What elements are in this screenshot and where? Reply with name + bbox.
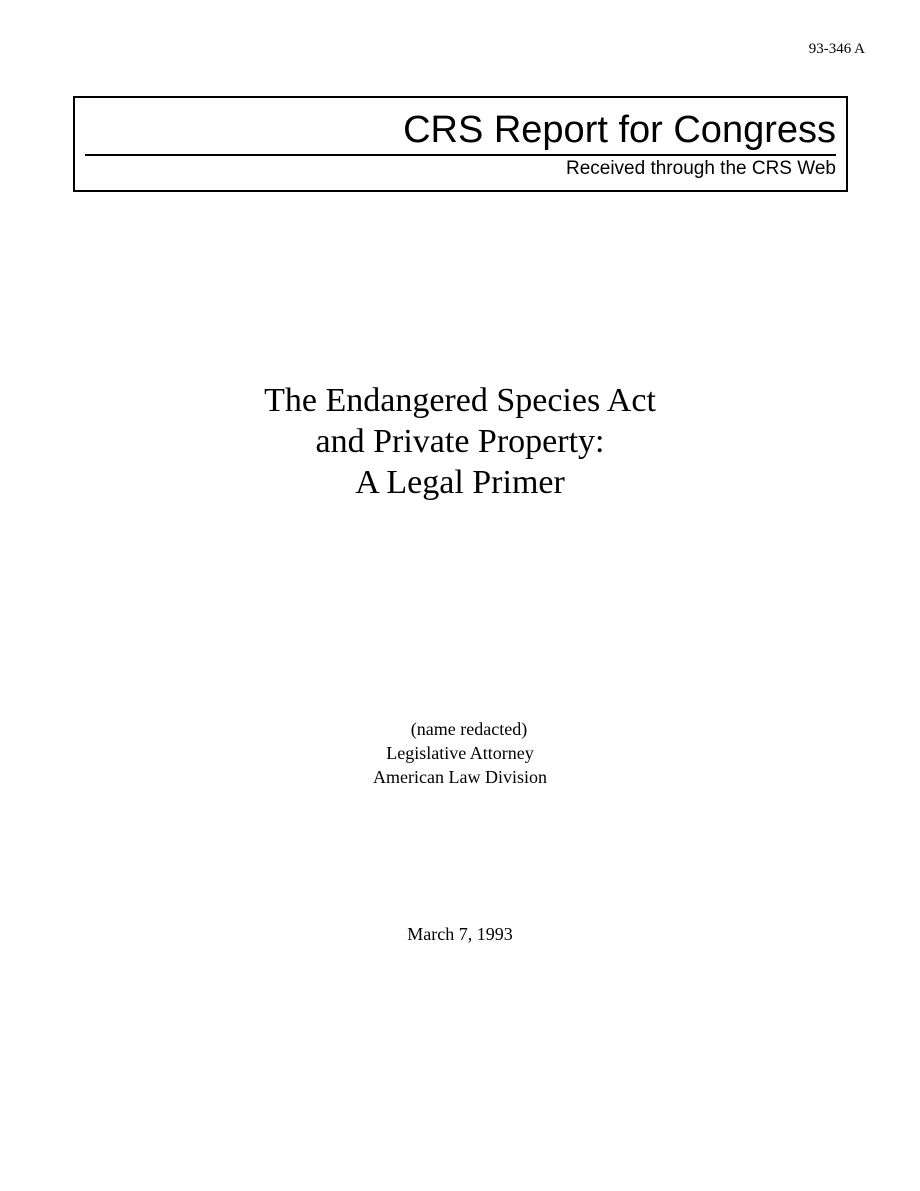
report-number: 93-346 A <box>808 41 865 57</box>
document-title-line: The Endangered Species Act <box>264 382 656 419</box>
author-block <box>0 717 920 789</box>
report-header-box <box>73 96 848 192</box>
document-title-line: A Legal Primer <box>355 464 565 501</box>
author-division: American Law Division <box>373 767 547 787</box>
header-divider <box>85 154 836 156</box>
header-title: CRS Report for Congress <box>403 109 836 151</box>
author-position: Legislative Attorney <box>386 743 534 763</box>
document-title-line: and Private Property: <box>315 423 605 460</box>
header-subtitle: Received through the CRS Web <box>565 158 836 179</box>
document-title <box>0 380 920 503</box>
document-date: March 7, 1993 <box>407 924 513 944</box>
author-name: (name redacted) <box>410 719 528 739</box>
